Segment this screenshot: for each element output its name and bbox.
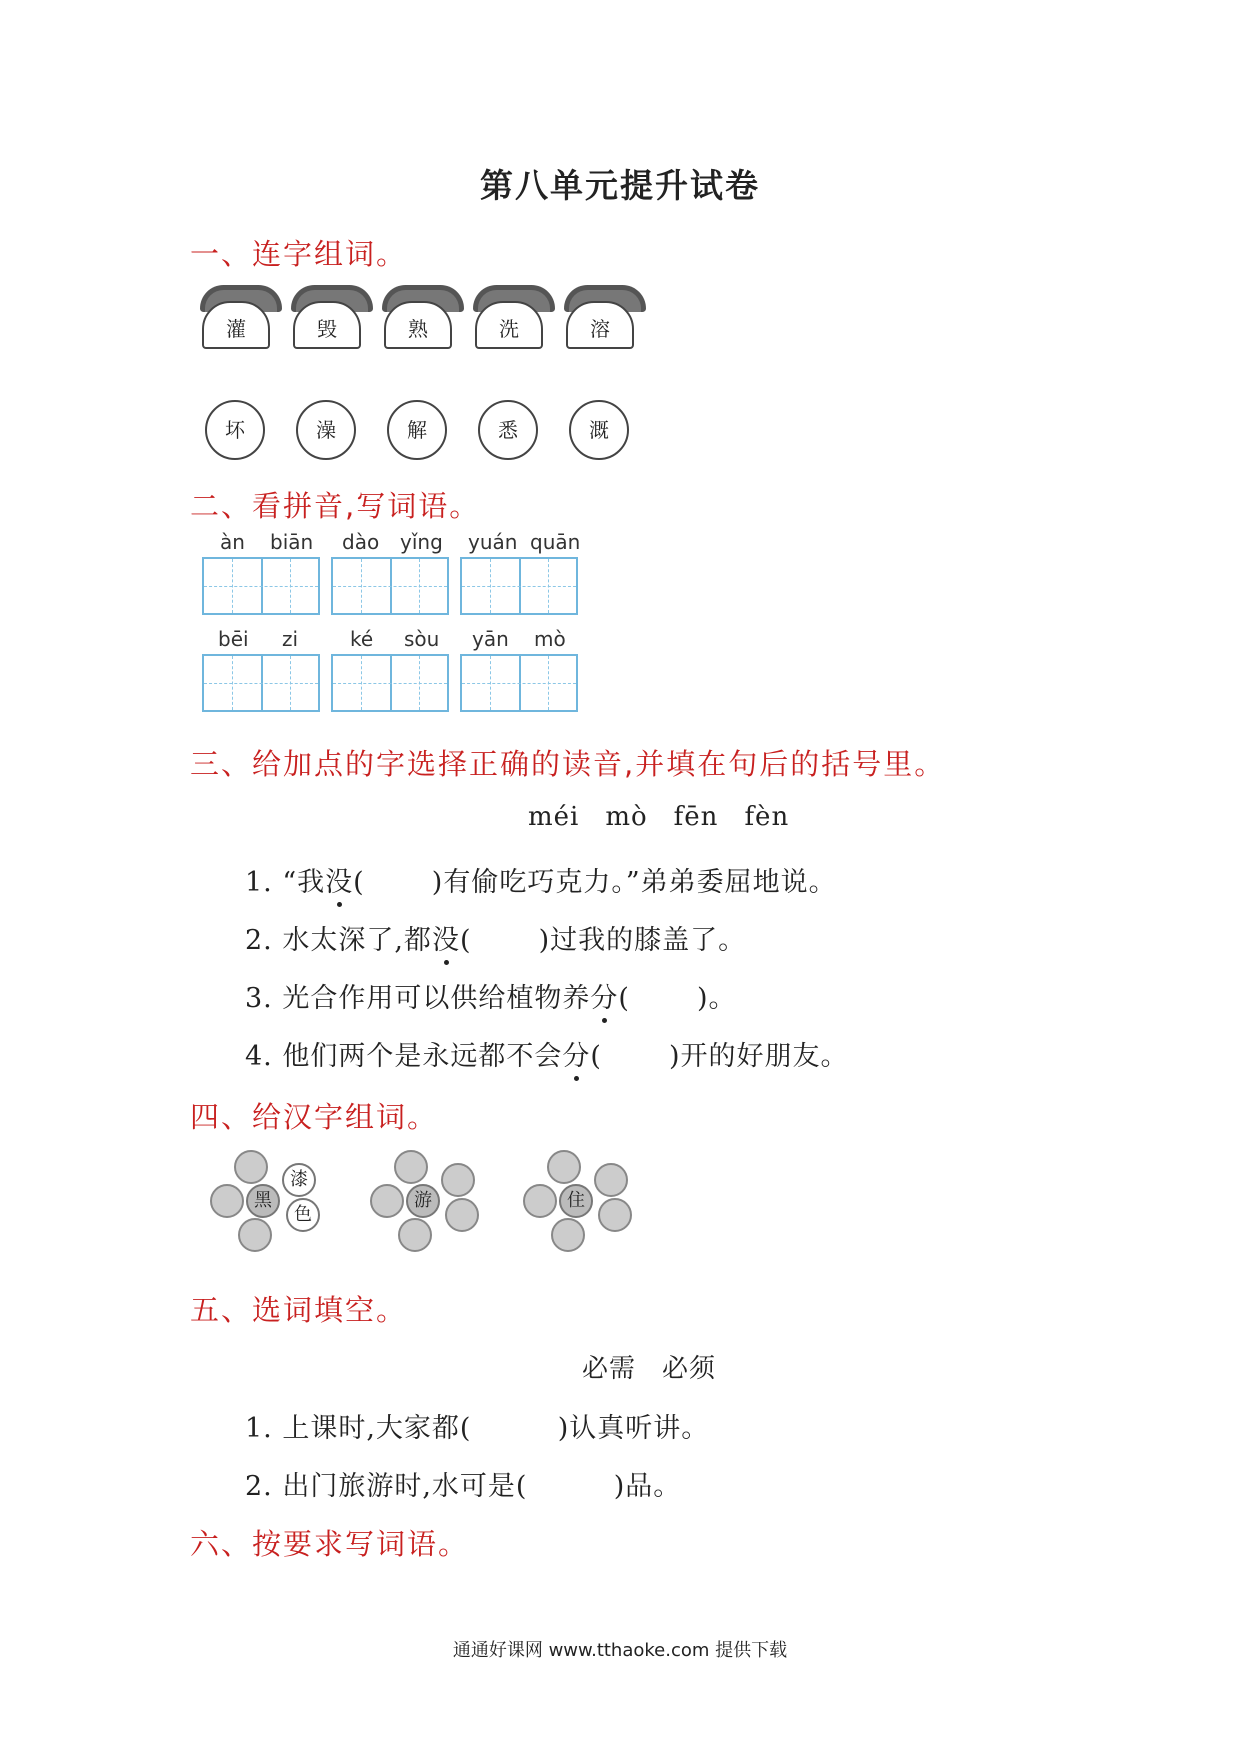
option: mò [605,802,648,832]
phone-char: 溶 [590,317,610,341]
flower-center: 黑 [246,1184,280,1218]
petal-filled: 漆 [282,1163,316,1197]
question-line: 1. 上课时,大家都( )认真听讲。 [245,1413,710,1444]
section4-heading: 四、给汉字组词。 [190,1100,439,1134]
option: 必须 [662,1354,717,1384]
circle-char: 解 [387,400,447,460]
phone-icon [289,285,365,349]
flower-center: 住 [559,1184,593,1218]
answer-blank[interactable] [471,1413,557,1444]
phone-icon [471,285,547,349]
dotted-char: 没 [432,918,460,957]
section3-heading: 三、给加点的字选择正确的读音,并填在句后的括号里。 [190,747,946,781]
writing-grid[interactable] [331,557,449,615]
question-line: 1. “我没( )有偷吃巧克力。”弟弟委屈地说。 [245,860,837,899]
page-title: 第八单元提升试卷 [480,166,760,205]
phone-icon [380,285,456,349]
phone-icon [562,285,638,349]
answer-blank[interactable]: ( [459,925,539,956]
pinyin: yǐng [400,530,443,554]
phone-char: 毁 [317,317,337,341]
phone-char: 熟 [408,317,428,341]
writing-grid[interactable] [460,557,578,615]
writing-grid[interactable] [460,654,578,712]
answer-blank[interactable]: ( [618,983,697,1014]
pinyin: àn [220,530,245,554]
option: fèn [744,802,790,832]
writing-grid[interactable] [331,654,449,712]
answer-blank[interactable] [527,1471,613,1502]
pinyin: mò [534,627,566,651]
writing-grid[interactable] [202,557,320,615]
pinyin: ké [350,627,374,651]
dotted-char: 分 [590,976,618,1015]
flower-center: 游 [406,1184,440,1218]
phone-char: 灌 [226,317,246,341]
footer: 通通好课网 www.tthaoke.com 提供下载 [452,1640,788,1661]
phone-char: 洗 [499,317,519,341]
word-options [582,1348,742,1385]
writing-grid[interactable] [202,654,320,712]
pinyin: zi [282,627,299,651]
section1-heading: 一、连字组词。 [190,237,408,271]
section2-heading: 二、看拼音,写词语。 [190,489,481,523]
pinyin: bēi [218,627,249,651]
circle-char: 溉 [569,400,629,460]
phone-icon [198,285,274,349]
pinyin: sòu [404,627,440,651]
pinyin: biān [270,530,314,554]
option: fēn [673,802,719,832]
question-line: 2. 出门旅游时,水可是( )品。 [245,1471,682,1502]
pinyin: yuán [468,530,518,554]
option: méi [528,802,580,832]
section5-heading: 五、选词填空。 [190,1293,408,1327]
answer-blank[interactable]: ( [590,1041,669,1072]
question-line: 3. 光合作用可以供给植物养分( )。 [245,976,737,1015]
pinyin: yān [472,627,509,651]
option: 必需 [582,1354,637,1384]
reading-options [528,802,815,832]
pinyin: dào [342,530,380,554]
petal-filled: 色 [286,1198,320,1232]
dotted-char: 分 [562,1034,590,1073]
answer-blank[interactable]: ( [353,867,432,898]
question-line: 4. 他们两个是永远都不会分( )开的好朋友。 [245,1034,849,1073]
section6-heading: 六、按要求写词语。 [190,1527,470,1561]
dotted-char: 没 [325,860,353,899]
circle-char: 澡 [296,400,356,460]
pinyin: quān [530,530,581,554]
circle-char: 坏 [205,400,265,460]
circle-char: 悉 [478,400,538,460]
question-line: 2. 水太深了,都没( )过我的膝盖了。 [245,918,746,957]
